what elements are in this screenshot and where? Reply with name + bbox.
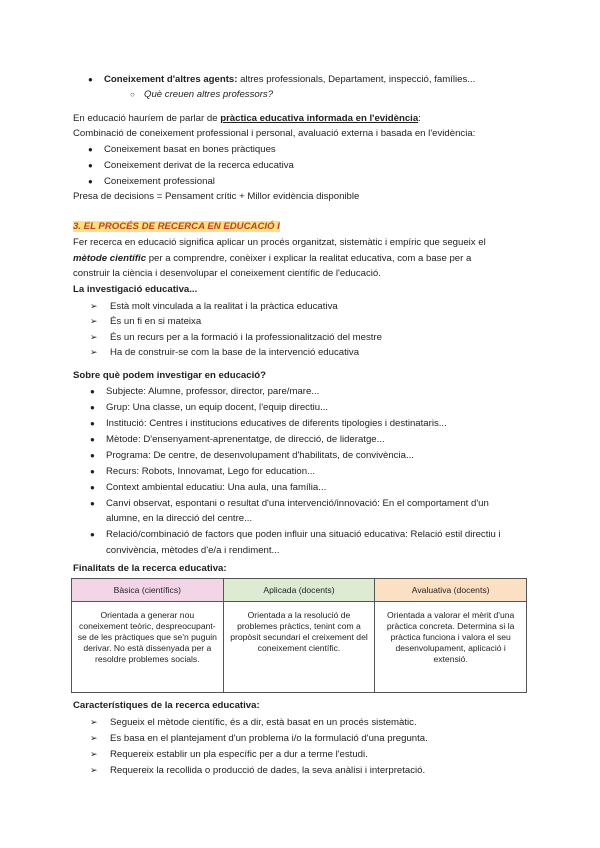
- item-text: Ha de construir-se com la base de la intervenció educativa: [110, 347, 360, 358]
- subheading: Sobre què podem investigar en educació?: [73, 370, 266, 381]
- evidence-practice-term: pràctica educativa informada en l'evidència: [220, 113, 419, 124]
- arrow-list-item: [90, 331, 382, 344]
- table-cell-aplicada: Orientada a la resolució de problemes pràctics, tenint com a propòsit secundari el creixement del coneixement científic.: [223, 602, 375, 693]
- list-item: [90, 450, 414, 462]
- list-item: [90, 434, 385, 446]
- arrow-list-item: [90, 764, 425, 777]
- item-text: Grup: Una classe, un equip docent, l'equip directiu...: [106, 402, 329, 413]
- item-text: Relació/combinació de factors que poden influir una situació educativa: Relació estil directiu i: [106, 529, 501, 540]
- item-text: Canvi observat, espontani o resultat d'una intervenció/innovació: En el comportament d'un: [106, 498, 489, 509]
- bullet-icon: ●: [90, 419, 95, 428]
- bullet-icon: ●: [90, 451, 95, 460]
- item-text: Segueix el mètode científic, és a dir, està basat en un procés sistemàtic.: [110, 717, 417, 728]
- item-text: Coneixement professional: [104, 176, 215, 187]
- item-text: Coneixement derivat de la recerca educativa: [104, 160, 294, 171]
- section-title: 3. EL PROCÉS DE RECERCA EN EDUCACIÓ I: [73, 221, 280, 232]
- combination-text: Combinació de coneixement professional i personal, avaluació externa i basada en l'evidència:: [73, 128, 476, 139]
- bullet-icon: ●: [88, 145, 93, 154]
- arrow-icon: ➢: [90, 765, 98, 775]
- arrow-icon: ➢: [90, 749, 98, 759]
- arrow-icon: ➢: [90, 733, 98, 743]
- table-row: [72, 602, 527, 693]
- arrow-icon: ➢: [90, 316, 98, 326]
- bullet-icon: ●: [90, 530, 95, 539]
- arrow-list-item: [90, 732, 428, 745]
- subheading: Finalitats de la recerca educativa:: [73, 563, 227, 574]
- item-text: Subjecte: Alumne, professor, director, pare/mare...: [106, 386, 320, 397]
- item-text: Context ambiental educatiu: Una aula, una família...: [106, 482, 327, 493]
- item-label: Coneixement d'altres agents:: [104, 74, 238, 85]
- table-header-avaluativa: Avaluativa (docents): [375, 579, 527, 602]
- bullet-icon: ●: [90, 483, 95, 492]
- sub-item-text: Què creuen altres professors?: [144, 89, 274, 100]
- list-item: [90, 529, 527, 541]
- bullet-icon: ●: [88, 177, 93, 186]
- bullet-icon: ●: [90, 467, 95, 476]
- bullet-icon: ●: [90, 387, 95, 396]
- subheading-dots: ...: [189, 284, 198, 295]
- item-text: És un fi en si mateixa: [110, 316, 202, 327]
- bullet-icon: ●: [88, 75, 93, 84]
- subheading: [73, 284, 197, 296]
- item-text: Mètode: D'ensenyament-aprenentatge, de direcció, de lideratge...: [106, 434, 385, 445]
- list-item: [90, 466, 315, 478]
- item-text: Es basa en el plantejament d'un problema i/o la formulació d'una pregunta.: [110, 733, 428, 744]
- arrow-icon: ➢: [90, 347, 98, 357]
- list-item: [88, 144, 276, 156]
- arrow-list-item: [90, 346, 359, 359]
- paragraph-line: [73, 253, 527, 265]
- section-heading: [73, 221, 280, 233]
- paragraph-line: Fer recerca en educació significa aplicar un procés organitzat, sistemàtic i empíric que segueix el: [73, 237, 486, 248]
- table-cell-avaluativa: Orientada a valorar el mèrit d'una pràctica concreta. Determina si la pràctica funciona i valora el seu desenvolupament, aplicació i extensió.: [375, 602, 527, 693]
- subheading: Característiques de la recerca educativa:: [73, 700, 260, 711]
- list-item: [90, 418, 447, 430]
- decisions-text: Presa de decisions = Pensament crític + Millor evidència disponible: [73, 191, 360, 202]
- scientific-method-term: mètode científic: [73, 253, 147, 264]
- arrow-list-item: [90, 300, 338, 313]
- sub-list-item: [130, 89, 273, 101]
- bullet-icon: ●: [88, 161, 93, 170]
- item-text: Està molt vinculada a la realitat i la pràctica educativa: [110, 301, 338, 312]
- table-header-aplicada: Aplicada (docents): [223, 579, 375, 602]
- list-item-continuation: alumne, en la direcció del centre...: [106, 513, 253, 524]
- item-text: Institució: Centres i institucions educatives de diferents tipologies i destinataris...: [106, 418, 447, 429]
- item-text: Coneixement basat en bones pràctiques: [104, 144, 276, 155]
- bullet-icon: ●: [90, 435, 95, 444]
- paragraph-text: per a comprendre, conèixer i explicar la realitat educativa, com a base per a: [146, 253, 472, 264]
- table-header-row: [72, 579, 527, 602]
- intro-suffix: :: [418, 113, 421, 124]
- list-item: [88, 176, 215, 188]
- list-item: [90, 386, 319, 398]
- paragraph-line: construir la ciència i desenvolupar el coneixement científic de l'educació.: [73, 268, 381, 279]
- arrow-list-item: [90, 315, 201, 328]
- intro-paragraph: [73, 113, 421, 125]
- arrow-icon: ➢: [90, 332, 98, 342]
- list-item: [90, 482, 326, 494]
- list-item-continuation: convivència, mètodes d'e/a i rendiment...: [106, 545, 280, 556]
- item-text: altres professionals, Departament, inspecció, famílies...: [237, 74, 476, 85]
- circle-bullet-icon: ○: [130, 90, 135, 99]
- arrow-icon: ➢: [90, 717, 98, 727]
- table-header-basica: Bàsica (científics): [72, 579, 224, 602]
- arrow-list-item: [90, 748, 368, 761]
- arrow-icon: ➢: [90, 301, 98, 311]
- table-cell-basica: Orientada a generar nou coneixement teòric, despreocupant-se de les pràctiques que se'n puguin derivar. No està dissenyada per a resoldre problemes socials.: [72, 602, 224, 693]
- item-text: Programa: De centre, de desenvolupament d'habilitats, de convivència...: [106, 450, 414, 461]
- bullet-icon: ●: [90, 499, 95, 508]
- list-item: [90, 498, 527, 510]
- list-item: [90, 402, 328, 414]
- subheading-text: La investigació educativa: [73, 284, 190, 295]
- item-text: Recurs: Robots, Innovamat, Lego for education...: [106, 466, 316, 477]
- item-text: Requereix la recollida o producció de dades, la seva anàlisi i interpretació.: [110, 765, 426, 776]
- intro-text: En educació hauríem de parlar de: [73, 113, 221, 124]
- arrow-list-item: [90, 716, 417, 729]
- list-item: [88, 160, 294, 172]
- item-text: Requereix establir un pla específic per a dur a terme l'estudi.: [110, 749, 368, 760]
- bullet-icon: ●: [90, 403, 95, 412]
- finalitats-table: [71, 578, 527, 693]
- item-text: És un recurs per a la formació i la professionalització del mestre: [110, 332, 382, 343]
- list-item: [88, 74, 475, 86]
